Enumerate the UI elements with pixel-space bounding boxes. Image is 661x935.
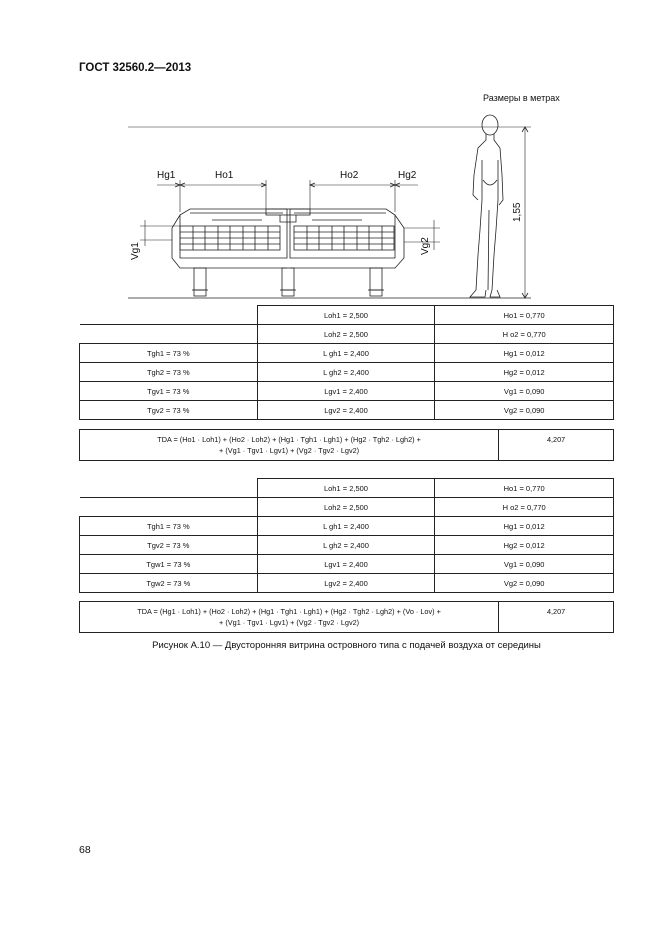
formula-value: 4,207: [499, 602, 614, 633]
table-cell: Lgv2 = 2,400: [257, 574, 435, 593]
table-cell: Ho1 = 0,770: [435, 479, 614, 498]
table-row: [80, 517, 614, 536]
parameters-table-2: [79, 478, 614, 593]
table-cell: Lgv1 = 2,400: [257, 555, 435, 574]
table-cell: L gh1 = 2,400: [257, 344, 435, 363]
human-figure: [470, 115, 503, 297]
table-cell: Loh1 = 2,500: [257, 479, 435, 498]
table-row: [80, 536, 614, 555]
formula-line-1: TDA = (Ho1 · Loh1) + (Ho2 · Loh2) + (Hg1 · Tgh1 · Lgh1) + (Hg2 · Tgh2 · Lgh2) +: [157, 435, 421, 444]
formula-line-2: + (Vg1 · Tgv1 · Lgv1) + (Vg2 · Tgv2 · Lgv2): [219, 618, 360, 627]
hg2-label: Hg2: [398, 170, 417, 181]
table-row: [80, 479, 614, 498]
table-cell: H o2 = 0,770: [435, 498, 614, 517]
formula-cell: [80, 602, 499, 633]
table-row: [80, 401, 614, 420]
table-cell: H o2 = 0,770: [435, 325, 614, 344]
table-row: [80, 344, 614, 363]
table-row: [80, 574, 614, 593]
table-cell: Vg1 = 0,090: [435, 555, 614, 574]
table-row: [80, 498, 614, 517]
table-cell: Loh1 = 2,500: [257, 306, 435, 325]
table-cell: Loh2 = 2,500: [257, 498, 435, 517]
table-cell: Tgw2 = 73 %: [80, 574, 258, 593]
table-row: [80, 555, 614, 574]
document-header: ГОСТ 32560.2—2013: [79, 62, 192, 74]
table-cell: Tgv1 = 73 %: [80, 382, 258, 401]
formula-table-2: [79, 601, 614, 633]
table-cell: Tgh1 = 73 %: [80, 344, 258, 363]
units-note: Размеры в метрах: [483, 93, 560, 103]
figure-caption: Рисунок А.10 — Двусторонняя витрина островного типа с подачей воздуха от середины: [152, 640, 541, 651]
table-cell: Hg2 = 0,012: [435, 536, 614, 555]
table-cell: Ho1 = 0,770: [435, 306, 614, 325]
hg1-label: Hg1: [157, 170, 176, 181]
table-row: [80, 382, 614, 401]
table-cell: Loh2 = 2,500: [257, 325, 435, 344]
parameters-table-1: [79, 305, 614, 420]
table-cell: Tgh1 = 73 %: [80, 517, 258, 536]
table-cell: Hg1 = 0,012: [435, 517, 614, 536]
table-cell: Tgh2 = 73 %: [80, 363, 258, 382]
table-cell: Tgw1 = 73 %: [80, 555, 258, 574]
vg2-label: Vg2: [420, 237, 431, 255]
formula-table-1: [79, 429, 614, 461]
table-row: [80, 306, 614, 325]
table-row: [80, 325, 614, 344]
table-cell: Hg2 = 0,012: [435, 363, 614, 382]
ho1-label: Ho1: [215, 170, 234, 181]
table-row: [80, 363, 614, 382]
vg1-label: Vg1: [130, 242, 141, 260]
table-cell: L gh2 = 2,400: [257, 536, 435, 555]
table-row: [80, 430, 614, 461]
table-cell: L gh1 = 2,400: [257, 517, 435, 536]
table-row: [80, 602, 614, 633]
ho2-label: Ho2: [340, 170, 359, 181]
table-cell: Tgv2 = 73 %: [80, 401, 258, 420]
table-cell: L gh2 = 2,400: [257, 363, 435, 382]
table-cell: Vg1 = 0,090: [435, 382, 614, 401]
formula-line-1: TDA = (Hg1 · Loh1) + (Ho2 · Loh2) + (Hg1 · Tgh1 · Lgh1) + (Hg2 · Tgh2 · Lgh2) + (Vo · Lov) +: [137, 607, 441, 616]
page-number: 68: [79, 844, 91, 856]
table-cell: Tgv2 = 73 %: [80, 536, 258, 555]
table-cell: Lgv2 = 2,400: [257, 401, 435, 420]
table-cell: [80, 325, 258, 344]
table-cell: Vg2 = 0,090: [435, 401, 614, 420]
formula-line-2: + (Vg1 · Tgv1 · Lgv1) + (Vg2 · Tgv2 · Lgv2): [219, 446, 360, 455]
formula-cell: [80, 430, 499, 461]
formula-value: 4,207: [499, 430, 614, 461]
height-label: 1,55: [512, 202, 523, 222]
table-cell: Lgv1 = 2,400: [257, 382, 435, 401]
table-cell: Hg1 = 0,012: [435, 344, 614, 363]
table-cell: [80, 479, 258, 498]
table-cell: [80, 306, 258, 325]
display-case-drawing: [0, 0, 661, 310]
table-cell: [80, 498, 258, 517]
table-cell: Vg2 = 0,090: [435, 574, 614, 593]
